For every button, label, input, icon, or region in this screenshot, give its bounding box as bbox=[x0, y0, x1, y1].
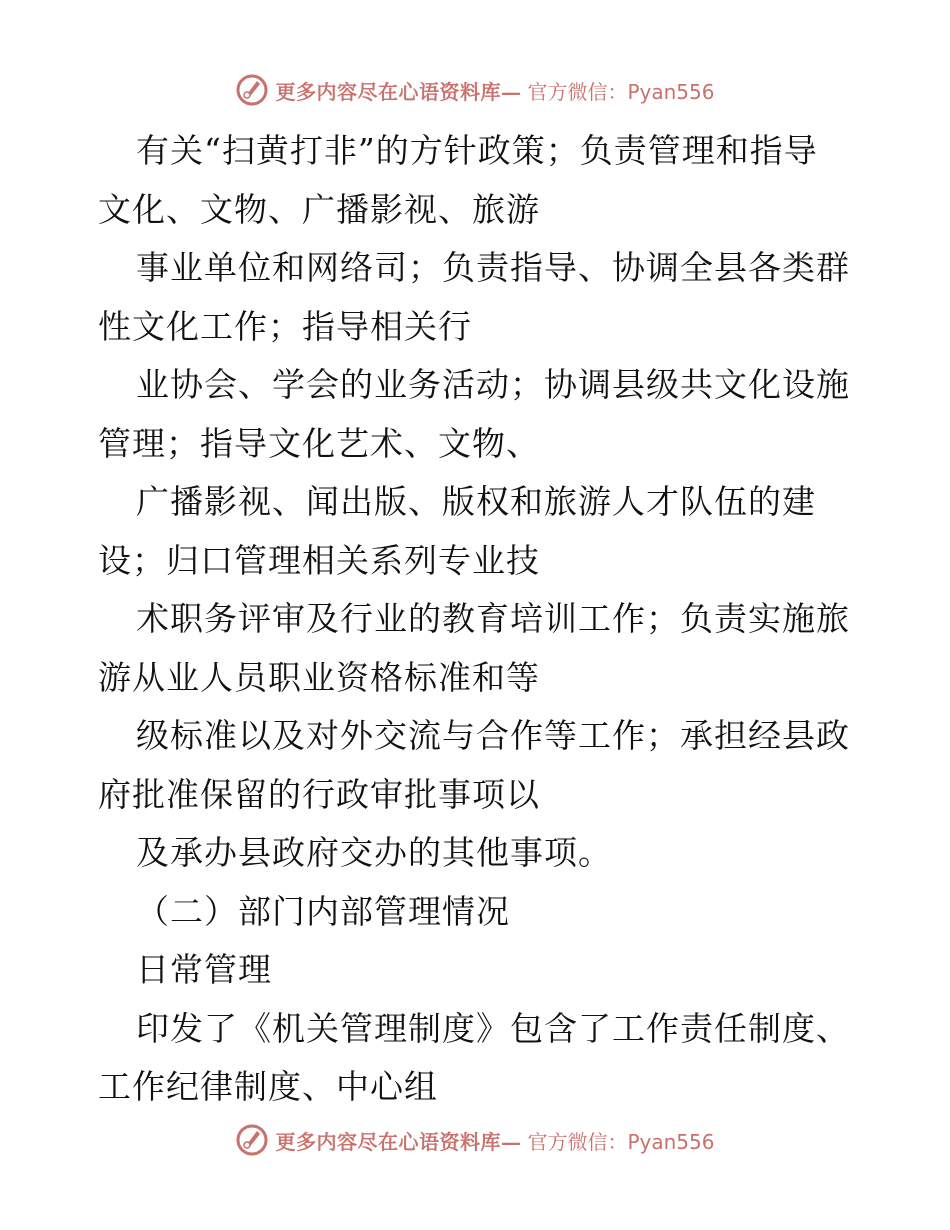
text-line: 广播影视、闻出版、版权和旅游人才队伍的建 bbox=[136, 482, 816, 521]
text-line: 级标准以及对外交流与合作等工作；承担经县政 bbox=[136, 716, 850, 755]
section-heading: （二）部门内部管理情况 bbox=[136, 891, 510, 931]
watermark-logo-icon bbox=[235, 73, 269, 107]
body-text bbox=[98, 122, 858, 1117]
watermark-text: 更多内容尽在心语资料库— bbox=[275, 1129, 522, 1154]
text-line: 管理；指导文化艺术、文物、 bbox=[98, 423, 540, 463]
text-line: 及承办县政府交办的其他事项。 bbox=[136, 833, 612, 872]
text-line: 工作纪律制度、中心组 bbox=[98, 1067, 438, 1106]
subsection-heading: 日常管理 bbox=[136, 950, 272, 989]
text-line: 游从业人员职业资格标准和等 bbox=[98, 657, 540, 697]
text-line: 设；归口管理相关系列专业技 bbox=[98, 540, 540, 580]
text-line: 性文化工作；指导相关行 bbox=[98, 306, 472, 346]
text-line: 业协会、学会的业务活动；协调县级共文化设施 bbox=[136, 365, 850, 404]
text-line: 术职务评审及行业的教育培训工作；负责实施旅 bbox=[136, 599, 850, 638]
watermark-wechat-text: 官方微信：Pyan556 bbox=[527, 1129, 715, 1154]
text-line: 有关“扫黄打非”的方针政策；负责管理和指导 bbox=[136, 131, 818, 170]
text-line: 府批准保留的行政审批事项以 bbox=[98, 774, 540, 814]
footer-watermark bbox=[0, 1120, 950, 1160]
text-line: 文化、文物、广播影视、旅游 bbox=[98, 189, 540, 229]
text-line: 印发了《机关管理制度》包含了工作责任制度、 bbox=[136, 1008, 850, 1048]
watermark-text: 更多内容尽在心语资料库— bbox=[275, 79, 522, 104]
watermark-logo-icon bbox=[235, 1123, 269, 1157]
watermark-wechat-text: 官方微信：Pyan556 bbox=[527, 79, 715, 104]
text-line: 事业单位和网络司；负责指导、协调全县各类群 bbox=[136, 248, 850, 287]
header-watermark bbox=[0, 70, 950, 110]
